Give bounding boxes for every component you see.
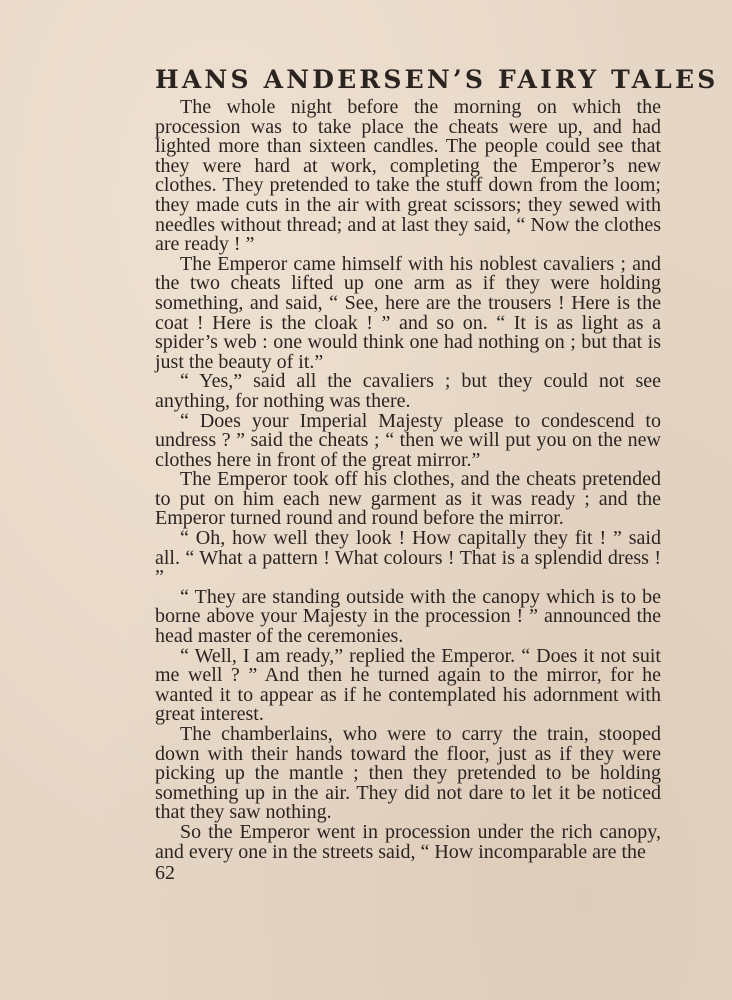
body-text [155, 98, 661, 862]
paragraph: “ Oh, how well they look ! How capitally they fit ! ” said all. “ What a pattern ! What colours ! That is a splendid dress ! ” [155, 527, 661, 589]
paragraph: The whole night before the morning on which the procession was to take place the cheats were up, and had lighted more than sixteen candles. The people could see that they were hard at work, completing the Emperor’s new clothes. They pretended to take the stuff down from the loom; they made cuts in the air with great scissors; they sewed with needles without thread; and at last they said, “ Now the clothes are ready ! ” [155, 96, 661, 256]
paragraph: The Emperor took off his clothes, and the cheats pretended to put on him each new garment as it was ready ; and the Emperor turned round and round before the mirror. [155, 468, 661, 530]
paragraph: The Emperor came himself with his noblest cavaliers ; and the two cheats lifted up one arm as if they were holding something, and said, “ See, here are the trousers ! Here is the coat ! Here is the cloak ! ” and so on. “ It is as light as a spider’s web : one would think one had nothing on ; but that is just the beauty of it.” [155, 252, 661, 373]
running-head: HANS ANDERSEN’S FAIRY TALES [155, 65, 719, 94]
book-page [155, 65, 719, 885]
paragraph: So the Emperor went in procession under the rich canopy, and every one in the streets said, “ How incomparable are the [155, 820, 661, 863]
paragraph: “ They are standing outside with the canopy which is to be borne above your Majesty in the procession ! ” announced the head master of the ceremonies. [155, 585, 661, 648]
page-number: 62 [155, 862, 175, 885]
paragraph: “ Yes,” said all the cavaliers ; but they could not see anything, for nothing was there. [155, 370, 661, 412]
paragraph: The chamberlains, who were to carry the train, stooped down with their hands toward the floor, just as if they were picking up the mantle ; then they pretended to be holding something up in the air. They did not dare to let it be noticed that they saw nothing. [155, 723, 661, 824]
paragraph: “ Does your Imperial Majesty please to condescend to undress ? ” said the cheats ; “ then we will put you on the new clothes here in front of the great mirror.” [155, 409, 661, 471]
paragraph: “ Well, I am ready,” replied the Emperor. “ Does it not suit me well ? ” And then he turned again to the mirror, for he wanted it to appear as if he contemplated his adornment with great interest. [155, 644, 661, 726]
